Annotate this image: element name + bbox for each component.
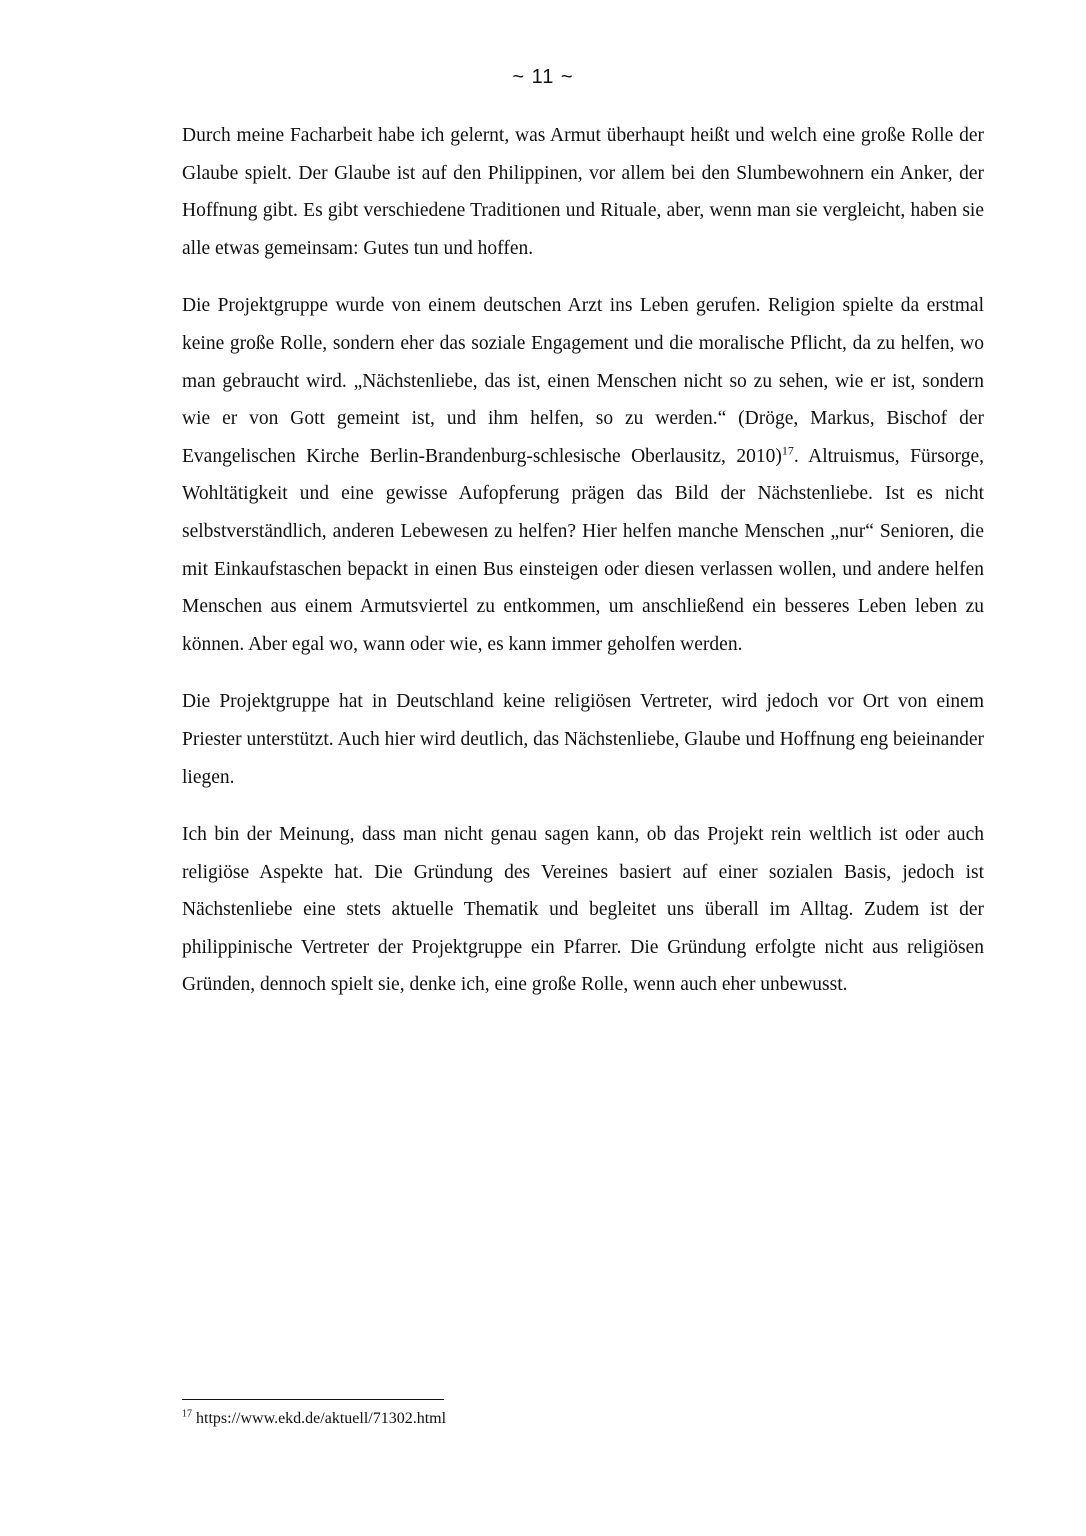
paragraph-1: Durch meine Facharbeit habe ich gelernt, was Armut überhaupt heißt und welch eine große Rolle der Glaube spielt. Der Glaube ist auf den Philippinen, vor allem bei den Slumbewohnern ein Anker, der Hoffnung gibt. Es gibt verschiedene Traditionen und Rituale, aber, wenn man sie vergleicht, haben sie alle etwas gemeinsam: Gutes tun und hoffen. xyxy=(182,125,984,259)
body-text xyxy=(182,117,984,1024)
footnote-reference-17[interactable]: 17 xyxy=(781,443,794,458)
footnote-marker: 17 xyxy=(182,1408,192,1420)
page-number: ~ 11 ~ xyxy=(512,66,574,88)
paragraph-2-text-after-ref: . Altruismus, Fürsorge, Wohltätigkeit und eine gewisse Aufopferung prägen das Bild der Nächstenliebe. Ist es nicht selbstverständlich, anderen Lebewesen zu helfen? Hier helfen manche Menschen „nur“ Senioren, die mit Einkaufstaschen bepackt in einen Bus einsteigen oder diesen verlassen wollen, und andere helfen Menschen aus einem Armutsviertel zu entkommen, um anschließend ein besseres Leben leben zu können. Aber egal wo, wann oder wie, es kann immer geholfen werden. xyxy=(182,445,984,655)
paragraph-3: Die Projektgruppe hat in Deutschland keine religiösen Vertreter, wird jedoch vor Ort von einem Priester unterstützt. Auch hier wird deutlich, das Nächstenliebe, Glaube und Hoffnung eng beieinander liegen. xyxy=(182,691,984,788)
paragraph-2-text-before-ref: Die Projektgruppe wurde von einem deutschen Arzt ins Leben gerufen. Religion spielte da erstmal keine große Rolle, sondern eher das soziale Engagement und die moralische Pflicht, da zu helfen, wo man gebraucht wird. „Nächstenliebe, das ist, einen Menschen nicht so zu sehen, wie er ist, sondern wie er von Gott gemeint ist, und ihm helfen, so zu werden.“ (Dröge, Markus, Bischof der Evangelischen Kirche Berlin-Brandenburg-schlesische Oberlausitz, 2010) xyxy=(182,295,984,467)
paragraph-4: Ich bin der Meinung, dass man nicht genau sagen kann, ob das Projekt rein weltlich ist oder auch religiöse Aspekte hat. Die Gründung des Vereines basiert auf einer sozialen Basis, jedoch ist Nächstenliebe eine stets aktuelle Thematik und begleitet uns überall im Alltag. Zudem ist der philippinische Vertreter der Projektgruppe ein Pfarrer. Die Gründung erfolgte nicht aus religiösen Gründen, dennoch spielt sie, denke ich, eine große Rolle, wenn auch eher unbewusst. xyxy=(182,824,984,996)
paragraph-2 xyxy=(182,287,984,663)
footnote-link[interactable]: https://www.ekd.de/aktuell/71302.html xyxy=(192,1410,447,1427)
footnote-separator xyxy=(182,1399,444,1400)
footnote xyxy=(182,1408,446,1430)
